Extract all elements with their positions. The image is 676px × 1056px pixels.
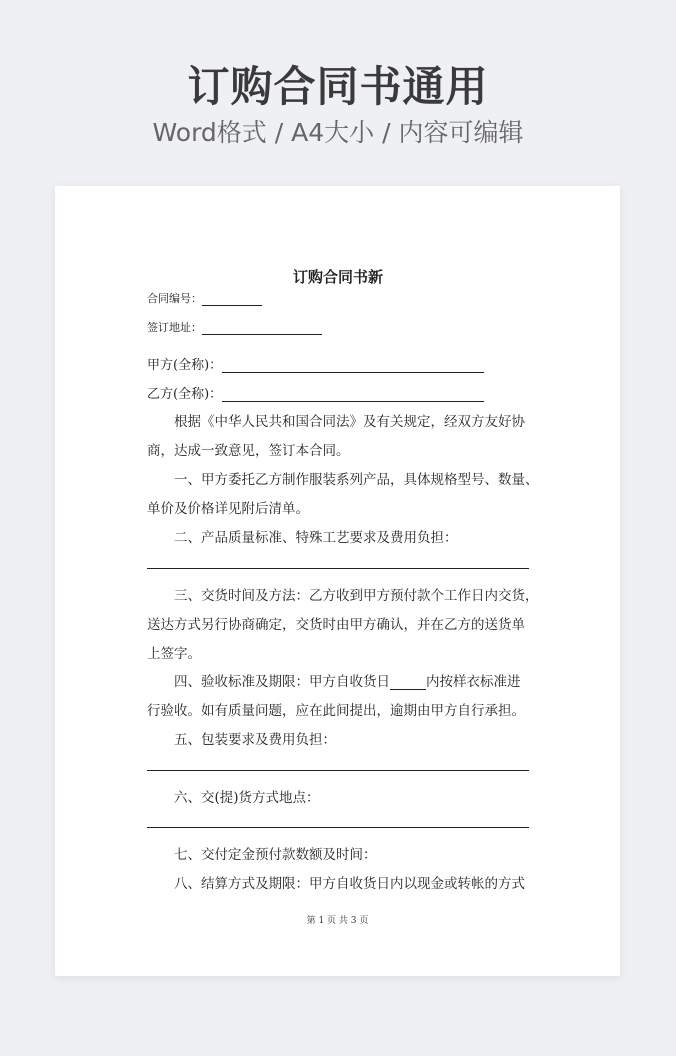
contract-number-field [147, 290, 262, 306]
clause-line: 上签字。 [147, 646, 201, 662]
clause-line: 单价及价格详见附后清单。 [147, 501, 309, 517]
clause-line: 行验收。如有质量问题，应在此间提出，逾期由甲方自行承担。 [147, 703, 525, 719]
clause-line: 七、交付定金预付款数额及时间： [174, 847, 377, 863]
clause-line: 五、包装要求及费用负担： [174, 732, 336, 748]
sign-address-label: 签订地址： [147, 321, 202, 334]
party-b-label: 乙方(全称)： [147, 387, 223, 402]
contract-number-blank[interactable] [202, 295, 262, 306]
clause-line: 六、交(提)货方式地点： [174, 790, 320, 806]
contract-number-label: 合同编号： [147, 292, 202, 305]
banner-title: 订购合同书通用 [187, 62, 489, 111]
clause-line [147, 670, 556, 690]
clause-line: 商，达成一致意见，签订本合同。 [147, 443, 350, 459]
party-a-label: 甲方(全称)： [147, 358, 223, 373]
blank-line[interactable] [147, 827, 529, 828]
days-blank[interactable] [390, 677, 426, 690]
sign-address-field [147, 319, 322, 335]
party-a-blank[interactable] [222, 360, 484, 373]
clause-line-part: 四、验收标准及期限：甲方自收货日 [174, 674, 390, 690]
clause-line: 三、交货时间及方法：乙方收到甲方预付款个工作日内交货， [174, 588, 539, 604]
clause-line: 送达方式另行协商确定，交货时由甲方确认，并在乙方的送货单 [147, 617, 525, 633]
banner-subtitle: Word格式 / A4大小 / 内容可编辑 [152, 118, 524, 147]
party-a-field [147, 354, 484, 373]
clause-line-part: 内按样衣标准进 [426, 674, 521, 690]
document-page [55, 186, 620, 976]
clause-line: 根据《中华人民共和国合同法》及有关规定，经双方友好协 [174, 414, 525, 430]
clause-line: 二、产品质量标准、特殊工艺要求及费用负担： [174, 530, 458, 546]
blank-line[interactable] [147, 770, 529, 771]
sign-address-blank[interactable] [202, 324, 322, 335]
party-b-blank[interactable] [222, 389, 484, 402]
clause-line: 一、甲方委托乙方制作服装系列产品，具体规格型号、数量、 [174, 472, 539, 488]
party-b-field [147, 383, 484, 402]
clause-line: 八、结算方式及期限：甲方自收货日内以现金或转帐的方式 [174, 876, 525, 892]
document-title: 订购合同书新 [292, 268, 383, 286]
page-footer: 第 1 页 共 3 页 [306, 916, 369, 926]
blank-line[interactable] [147, 568, 529, 569]
